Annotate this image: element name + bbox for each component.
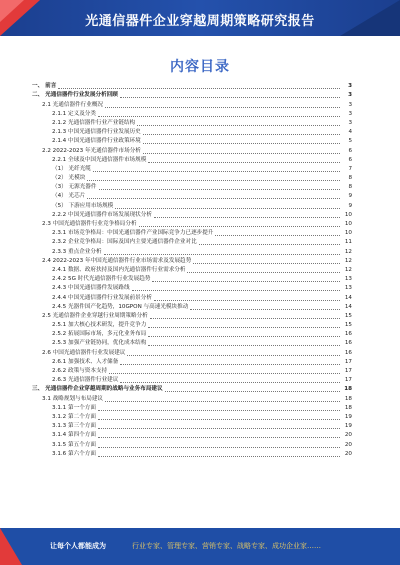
toc-entry[interactable] bbox=[32, 82, 352, 91]
toc-entry-label: 3.1.3 第三个方面 bbox=[52, 423, 96, 430]
toc-page-number: 9 bbox=[348, 202, 352, 209]
toc-entry-label: 2.2.2 中国光通信器件市场发展现状分析 bbox=[52, 211, 152, 218]
toc-entry-label: 3.1.2 第二个方面 bbox=[52, 413, 96, 420]
toc-entry[interactable] bbox=[32, 293, 352, 302]
toc-leader-dots bbox=[199, 243, 340, 245]
toc-page-number: 3 bbox=[348, 119, 352, 126]
toc-entry[interactable] bbox=[32, 385, 352, 394]
toc-entry-label: 2.6.3 光通信器件行业建议 bbox=[52, 377, 119, 384]
toc-entry[interactable] bbox=[32, 284, 352, 293]
toc-entry[interactable] bbox=[32, 165, 352, 174]
toc-leader-dots bbox=[105, 106, 340, 108]
toc-page-number: 16 bbox=[344, 331, 352, 338]
toc-entry[interactable] bbox=[32, 238, 352, 247]
toc-leader-dots bbox=[87, 197, 340, 199]
toc-page-number: 7 bbox=[348, 165, 352, 172]
toc-page-number: 6 bbox=[348, 156, 352, 163]
toc-entry-label: 2.3.1 市场竞争格局：中国光通信器件产业国际竞争力已逐步提升 bbox=[52, 230, 214, 237]
toc-entry[interactable] bbox=[32, 119, 352, 128]
report-title: 光通信器件企业穿越周期策略研究报告 bbox=[85, 14, 315, 29]
toc-entry[interactable] bbox=[32, 275, 352, 284]
toc-page-number: 17 bbox=[344, 368, 352, 374]
toc-entry-label: 2.4 2022-2023 年中国光通信器件行业市场需求及发展趋势 bbox=[42, 257, 192, 264]
toc-leader-dots bbox=[120, 363, 340, 365]
toc-leader-dots bbox=[148, 326, 340, 328]
toc-page-number: 3 bbox=[348, 83, 352, 90]
toc-page-number: 12 bbox=[344, 257, 352, 264]
toc-entry-label: 2.1 光通信器件行业概况 bbox=[42, 101, 104, 108]
toc-entry-label: 3.1.5 第五个方面 bbox=[52, 441, 96, 448]
toc-entry[interactable] bbox=[32, 339, 352, 348]
toc-leader-dots bbox=[154, 216, 340, 218]
toc-entry-label: 二、 光通信器件行业发展分析回顾 bbox=[32, 92, 118, 99]
toc-entry-label: 3.1.6 第六个方面 bbox=[52, 450, 96, 457]
toc-page-number: 10 bbox=[344, 230, 352, 237]
toc-entry[interactable] bbox=[32, 330, 352, 339]
toc-page-number: 9 bbox=[348, 193, 352, 200]
toc-entry[interactable] bbox=[32, 156, 352, 165]
toc-leader-dots bbox=[98, 115, 340, 117]
toc-page-number: 13 bbox=[344, 276, 352, 283]
toc-page-number: 20 bbox=[344, 450, 352, 457]
footer-roles: 行业专家、管理专家、营销专家、战略专家、成功企业家…… bbox=[132, 542, 321, 550]
toc-leader-dots bbox=[120, 381, 340, 383]
toc-entry-label: 2.5.1 加大核心技术研发，提升竞争力 bbox=[52, 322, 147, 329]
toc-entry-label: 2.1.1 定义及分类 bbox=[52, 110, 96, 117]
toc-entry-label: 2.3.3 重点企业分析 bbox=[52, 248, 102, 255]
toc-entry[interactable] bbox=[32, 394, 352, 403]
toc-entry-label: 2.5.2 拓展国际市场，多元化业务布局 bbox=[52, 331, 147, 338]
toc-leader-dots bbox=[58, 87, 340, 89]
toc-page-number: 18 bbox=[344, 395, 352, 402]
toc-leader-dots bbox=[105, 400, 340, 402]
toc-leader-dots bbox=[98, 455, 340, 457]
toc-page-number: 10 bbox=[344, 221, 352, 227]
toc-leader-dots bbox=[127, 354, 340, 356]
toc-entry[interactable] bbox=[32, 266, 352, 275]
toc-leader-dots bbox=[98, 436, 340, 438]
toc-entry-label: 2.4.1 数据、政府扶持及国内光通信器件行业需求分析 bbox=[52, 266, 186, 273]
toc-page-number: 14 bbox=[344, 303, 352, 310]
toc-leader-dots bbox=[115, 207, 340, 209]
toc-entry[interactable] bbox=[32, 367, 352, 376]
toc-leader-dots bbox=[152, 280, 340, 282]
toc-entry-label: 2.1.3 中国光通信器件行业发展历史 bbox=[52, 129, 141, 136]
toc-entry-label: 3.1.1 第一个方面 bbox=[52, 404, 96, 411]
toc-entry[interactable] bbox=[32, 303, 352, 312]
page-header bbox=[0, 0, 400, 36]
toc-leader-dots bbox=[87, 179, 340, 181]
toc-entry-label: 2.6.2 政策与资本支持 bbox=[52, 368, 108, 374]
toc-page-number: 3 bbox=[348, 110, 352, 117]
toc-entry-label: 2.2 2022-2023 年光通信器件市场分析 bbox=[42, 147, 141, 154]
footer-red-accent bbox=[0, 528, 22, 565]
toc-page-number: 11 bbox=[344, 239, 352, 246]
toc-entry-label: （1） 光纤光缆 bbox=[52, 165, 91, 172]
toc-leader-dots bbox=[120, 96, 340, 98]
toc-entry[interactable] bbox=[32, 404, 352, 413]
toc-leader-dots bbox=[193, 262, 340, 264]
toc-entry-label: 2.4.2 5G 时代光通信器件行业发展趋势 bbox=[52, 276, 151, 283]
table-of-contents bbox=[32, 82, 352, 459]
toc-entry-label: 2.6.1 加强技术、人才储备 bbox=[52, 358, 119, 365]
toc-page-number: 19 bbox=[344, 413, 352, 420]
toc-leader-dots bbox=[143, 152, 340, 154]
toc-page-number: 19 bbox=[344, 423, 352, 430]
toc-entry-label: （3） 无源光器件 bbox=[52, 184, 97, 191]
toc-entry[interactable] bbox=[32, 247, 352, 256]
toc-leader-dots bbox=[98, 418, 340, 420]
toc-entry-label: 2.5 光通信器件企业穿越行业周期策略分析 bbox=[42, 312, 148, 319]
toc-entry-label: 2.3 中国光通信器件行业竞争格局分析 bbox=[42, 221, 137, 227]
toc-entry[interactable] bbox=[32, 358, 352, 367]
toc-entry[interactable] bbox=[32, 431, 352, 440]
toc-leader-dots bbox=[139, 225, 340, 227]
toc-entry-label: 一、 前言 bbox=[32, 83, 57, 90]
toc-entry[interactable] bbox=[32, 257, 352, 266]
toc-page-number: 18 bbox=[344, 386, 352, 393]
toc-entry-label: 3.1.4 第四个方面 bbox=[52, 432, 96, 439]
toc-entry[interactable] bbox=[32, 192, 352, 201]
toc-entry-label: 2.1.4 中国光通信器件行业政策环境 bbox=[52, 138, 141, 145]
toc-leader-dots bbox=[98, 427, 340, 429]
toc-entry[interactable] bbox=[32, 100, 352, 109]
toc-leader-dots bbox=[93, 170, 340, 172]
toc-entry[interactable] bbox=[32, 201, 352, 210]
toc-page-number: 8 bbox=[348, 184, 352, 191]
toc-entry[interactable] bbox=[32, 229, 352, 238]
footer-slogan: 让每个人都能成为 bbox=[50, 542, 106, 550]
toc-page-number: 6 bbox=[348, 147, 352, 154]
toc-entry-label: （2） 光模块 bbox=[52, 175, 86, 182]
toc-leader-dots bbox=[148, 335, 340, 337]
toc-leader-dots bbox=[143, 142, 340, 144]
toc-page-number: 15 bbox=[344, 322, 352, 329]
toc-entry-label: 2.3.2 企业竞争格局：国际及国内主要光通信器件企业对比 bbox=[52, 239, 197, 246]
toc-entry[interactable] bbox=[32, 422, 352, 431]
toc-entry-label: 2.6 中国光通信器件行业发展建议 bbox=[42, 349, 126, 356]
toc-entry-label: 三、 光通信器件企业穿越周期的战略与业务布局建议 bbox=[32, 386, 163, 393]
toc-entry-label: 2.4.5 光器件国产化趋势，10GPON 与高速光模块推动 bbox=[52, 303, 189, 310]
toc-entry[interactable] bbox=[32, 376, 352, 385]
toc-leader-dots bbox=[99, 188, 341, 190]
toc-page-number: 3 bbox=[348, 92, 352, 99]
toc-entry[interactable] bbox=[32, 110, 352, 119]
toc-leader-dots bbox=[215, 234, 340, 236]
toc-entry-label: 2.4.4 中国光通信器件行业发展前景分析 bbox=[52, 294, 152, 301]
toc-page-number: 10 bbox=[344, 211, 352, 218]
toc-entry[interactable] bbox=[32, 174, 352, 183]
toc-page-number: 4 bbox=[348, 129, 352, 136]
toc-page-number: 17 bbox=[344, 358, 352, 365]
toc-leader-dots bbox=[132, 289, 340, 291]
toc-page-number: 5 bbox=[348, 138, 352, 145]
toc-entry[interactable] bbox=[32, 312, 352, 321]
toc-entry[interactable] bbox=[32, 183, 352, 192]
toc-entry[interactable] bbox=[32, 440, 352, 449]
toc-entry-label: （5） 下游应用市场规模 bbox=[52, 202, 114, 209]
toc-heading: 内容目录 bbox=[170, 59, 230, 75]
toc-leader-dots bbox=[187, 271, 340, 273]
toc-entry[interactable] bbox=[32, 413, 352, 422]
toc-leader-dots bbox=[109, 372, 340, 374]
toc-entry-label: （4） 光芯片 bbox=[52, 193, 86, 200]
toc-leader-dots bbox=[154, 299, 340, 301]
toc-entry[interactable] bbox=[32, 146, 352, 155]
toc-page-number: 17 bbox=[344, 377, 352, 384]
toc-entry[interactable] bbox=[32, 450, 352, 459]
toc-entry[interactable] bbox=[32, 211, 352, 220]
toc-page-number: 15 bbox=[344, 312, 352, 319]
toc-page-number: 12 bbox=[344, 266, 352, 273]
toc-entry[interactable] bbox=[32, 91, 352, 100]
toc-page-number: 20 bbox=[344, 441, 352, 448]
toc-page-number: 16 bbox=[344, 349, 352, 356]
toc-entry-label: 2.4.3 中国光通信器件发展路线 bbox=[52, 285, 130, 292]
toc-entry[interactable] bbox=[32, 220, 352, 229]
toc-leader-dots bbox=[190, 308, 340, 310]
toc-page-number: 20 bbox=[344, 432, 352, 439]
page-footer bbox=[0, 528, 400, 565]
toc-page-number: 8 bbox=[348, 175, 352, 182]
toc-leader-dots bbox=[148, 161, 340, 163]
toc-page-number: 12 bbox=[344, 248, 352, 255]
toc-page-number: 18 bbox=[344, 404, 352, 411]
toc-entry[interactable] bbox=[32, 348, 352, 357]
toc-leader-dots bbox=[137, 124, 340, 126]
toc-entry[interactable] bbox=[32, 137, 352, 146]
toc-leader-dots bbox=[143, 133, 340, 135]
toc-page-number: 14 bbox=[344, 294, 352, 301]
toc-leader-dots bbox=[98, 446, 340, 448]
toc-entry-label: 3.1 战略规划与布局建议 bbox=[42, 395, 104, 402]
toc-entry-label: 2.2.1 全球及中国光通信器件市场规模 bbox=[52, 156, 147, 163]
toc-leader-dots bbox=[148, 344, 340, 346]
toc-page-number: 13 bbox=[344, 285, 352, 292]
toc-page-number: 3 bbox=[348, 101, 352, 108]
toc-entry-label: 2.5.3 加强产业链协同，优化成本结构 bbox=[52, 340, 147, 347]
toc-entry[interactable] bbox=[32, 321, 352, 330]
toc-entry[interactable] bbox=[32, 128, 352, 137]
toc-leader-dots bbox=[165, 390, 340, 392]
toc-entry-label: 2.1.2 光通信器件行业产业链结构 bbox=[52, 119, 136, 126]
toc-leader-dots bbox=[98, 409, 340, 411]
toc-leader-dots bbox=[104, 253, 340, 255]
toc-leader-dots bbox=[150, 317, 340, 319]
toc-page-number: 16 bbox=[344, 340, 352, 347]
